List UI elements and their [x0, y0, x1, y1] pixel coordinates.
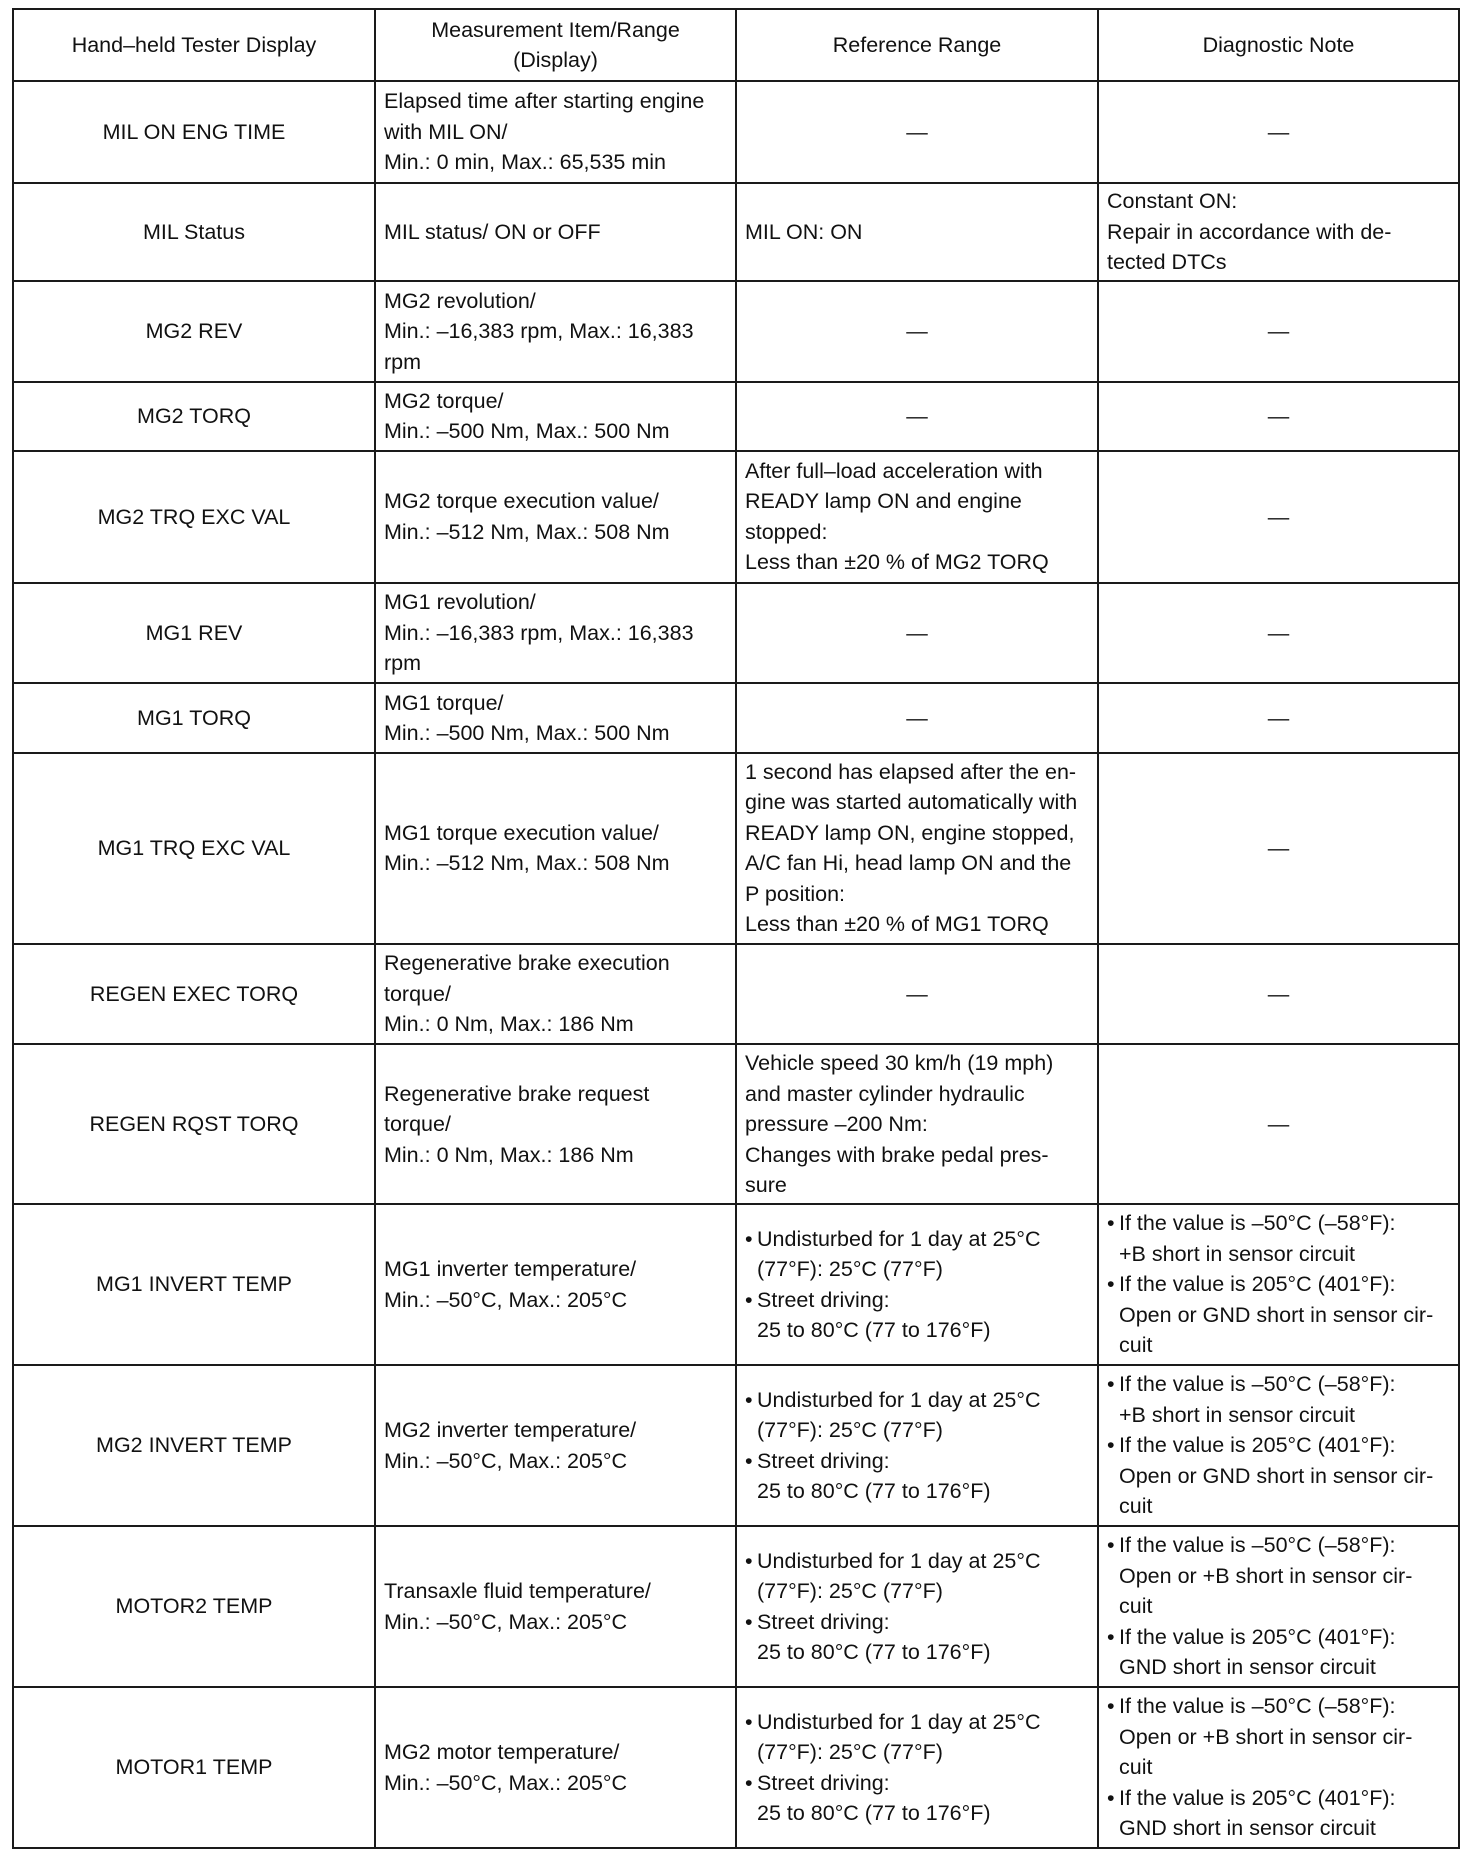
bullet-continuation: cuit [1119, 1333, 1153, 1358]
bullet-continuation: cuit [1119, 1594, 1153, 1619]
header-measurement-item [375, 9, 736, 81]
measurement-item-cell [375, 1044, 736, 1204]
measurement-text: Min.: 0 Nm, Max.: 186 Nm [384, 1142, 634, 1167]
tester-display-label: MG1 REV [145, 620, 243, 645]
table-row [13, 81, 1459, 183]
tester-display-cell [13, 1687, 375, 1848]
header-diagnostic-note [1098, 9, 1459, 81]
measurement-text: Min.: –500 Nm, Max.: 500 Nm [384, 419, 670, 444]
measurement-text: Elapsed time after starting engine [384, 89, 705, 114]
reference-range-cell [736, 451, 1098, 583]
data-list-table-container [12, 8, 1458, 1849]
measurement-text: Min.: 0 Nm, Max.: 186 Nm [384, 1012, 634, 1037]
measurement-item-cell [375, 281, 736, 382]
empty-dash: — [906, 981, 928, 1006]
tester-display-cell [13, 753, 375, 944]
reference-range-cell [736, 944, 1098, 1045]
empty-dash: — [1267, 620, 1290, 645]
bullet-continuation: +B short in sensor circuit [1119, 1241, 1355, 1266]
tester-display-label: MG2 INVERT TEMP [96, 1433, 292, 1458]
reference-range-cell [736, 1687, 1098, 1848]
tester-display-label: MG1 TORQ [137, 705, 251, 730]
measurement-item-cell [375, 1687, 736, 1848]
measurement-item-cell [375, 753, 736, 944]
table-row [13, 451, 1459, 583]
measurement-text: MG1 inverter temperature/ [384, 1257, 637, 1282]
measurement-text: MG2 torque execution value/ [384, 489, 659, 514]
header-line: Diagnostic Note [1202, 32, 1355, 57]
header-line: (Display) [513, 48, 598, 72]
empty-dash: — [1267, 836, 1290, 861]
table-row [13, 183, 1459, 282]
measurement-text: Min.: –50°C, Max.: 205°C [384, 1609, 628, 1634]
tester-display-label: MIL Status [143, 219, 245, 244]
tester-display-label: REGEN EXEC TORQ [89, 981, 299, 1006]
diagnostic-note-cell [1098, 1204, 1459, 1365]
reference-range-cell [736, 753, 1098, 944]
reference-range-cell [736, 1204, 1098, 1365]
measurement-text: Min.: –50°C, Max.: 205°C [384, 1770, 628, 1795]
measurement-text: Min.: –512 Nm, Max.: 508 Nm [384, 519, 670, 544]
empty-dash: — [1267, 981, 1290, 1006]
diagnostic-note-cell [1098, 1365, 1459, 1526]
measurement-text: Min.: –500 Nm, Max.: 500 Nm [384, 721, 670, 746]
bullet-item: • If the value is –50°C (–58°F): [1107, 1691, 1450, 1722]
bullet-continuation: +B short in sensor circuit [1119, 1402, 1355, 1427]
bullet-item: • If the value is 205°C (401°F): [1107, 1783, 1450, 1814]
table-row [13, 1044, 1459, 1204]
diagnostic-note-cell [1098, 451, 1459, 583]
reference-range-cell [736, 382, 1098, 451]
header-reference-range [736, 9, 1098, 81]
table-row [13, 944, 1459, 1045]
reference-range-text: MIL ON: ON [745, 219, 863, 244]
measurement-text: torque/ [384, 1112, 451, 1137]
header-row [13, 9, 1459, 81]
tester-display-cell [13, 583, 375, 684]
reference-range-text: After full–load acceleration with [745, 458, 1043, 483]
tester-display-cell [13, 382, 375, 451]
measurement-item-cell [375, 1365, 736, 1526]
empty-dash: — [906, 119, 928, 144]
bullet-item: • Street driving: [745, 1607, 1089, 1638]
diagnostic-note-text: Constant ON: [1107, 189, 1238, 214]
reference-range-cell [736, 1526, 1098, 1687]
header-tester-display [13, 9, 375, 81]
tester-display-label: MOTOR1 TEMP [115, 1755, 273, 1780]
reference-range-text: Less than ±20 % of MG2 TORQ [745, 550, 1049, 575]
table-row [13, 753, 1459, 944]
bullet-continuation: 25 to 80°C (77 to 176°F) [757, 1479, 991, 1504]
bullet-item: • Street driving: [745, 1768, 1089, 1799]
diagnostic-note-cell [1098, 753, 1459, 944]
bullet-continuation: 25 to 80°C (77 to 176°F) [757, 1801, 991, 1825]
tester-display-cell [13, 183, 375, 282]
reference-range-text: pressure –200 Nm: [745, 1112, 928, 1137]
diagnostic-note-cell [1098, 81, 1459, 183]
bullet-continuation: (77°F): 25°C (77°F) [757, 1257, 943, 1282]
table-row [13, 1526, 1459, 1687]
measurement-item-cell [375, 451, 736, 583]
diagnostic-note-cell [1098, 281, 1459, 382]
measurement-text: MG2 revolution/ [384, 288, 536, 313]
bullet-continuation: (77°F): 25°C (77°F) [757, 1579, 943, 1604]
bullet-item: • If the value is 205°C (401°F): [1107, 1269, 1450, 1300]
tester-display-cell [13, 451, 375, 583]
bullet-continuation: Open or GND short in sensor cir- [1119, 1302, 1434, 1327]
empty-dash: — [1267, 705, 1290, 730]
measurement-text: MG2 inverter temperature/ [384, 1418, 637, 1443]
bullet-item: • Undisturbed for 1 day at 25°C [745, 1224, 1089, 1255]
reference-range-cell [736, 183, 1098, 282]
diagnostic-note-cell [1098, 1044, 1459, 1204]
bullet-item: • If the value is –50°C (–58°F): [1107, 1369, 1450, 1400]
bullet-item: • Street driving: [745, 1446, 1089, 1477]
empty-dash: — [1267, 1112, 1290, 1137]
bullet-item: • If the value is 205°C (401°F): [1107, 1622, 1450, 1653]
bullet-continuation: (77°F): 25°C (77°F) [757, 1740, 943, 1764]
reference-range-text: 1 second has elapsed after the en- [745, 759, 1077, 784]
empty-dash: — [1267, 404, 1290, 429]
diagnostic-note-cell [1098, 1687, 1459, 1848]
data-list-table [12, 8, 1460, 1849]
diagnostic-note-cell [1098, 1526, 1459, 1687]
bullet-continuation: GND short in sensor circuit [1119, 1816, 1376, 1841]
bullet-continuation: GND short in sensor circuit [1119, 1655, 1376, 1680]
tester-display-cell [13, 683, 375, 752]
empty-dash: — [1267, 504, 1290, 529]
tester-display-cell [13, 1044, 375, 1204]
reference-range-text: Vehicle speed 30 km/h (19 mph) [745, 1051, 1054, 1076]
table-body [13, 81, 1459, 1848]
measurement-item-cell [375, 1526, 736, 1687]
reference-range-cell [736, 683, 1098, 752]
measurement-text: Min.: –16,383 rpm, Max.: 16,383 [384, 319, 694, 344]
measurement-item-cell [375, 183, 736, 282]
bullet-item: • Undisturbed for 1 day at 25°C [745, 1546, 1089, 1577]
measurement-text: Regenerative brake request [384, 1081, 650, 1106]
table-row [13, 382, 1459, 451]
measurement-text: Transaxle fluid temperature/ [384, 1579, 651, 1604]
empty-dash: — [906, 404, 928, 429]
bullet-item: • If the value is –50°C (–58°F): [1107, 1208, 1450, 1239]
header-line: Reference Range [832, 32, 1002, 57]
tester-display-label: REGEN RQST TORQ [89, 1112, 299, 1137]
measurement-item-cell [375, 583, 736, 684]
reference-range-text: P position: [745, 881, 846, 906]
tester-display-cell [13, 81, 375, 183]
diagnostic-note-cell [1098, 683, 1459, 752]
measurement-item-cell [375, 944, 736, 1045]
bullet-continuation: (77°F): 25°C (77°F) [757, 1418, 943, 1443]
measurement-text: MG2 motor temperature/ [384, 1740, 620, 1764]
diagnostic-note-cell [1098, 382, 1459, 451]
table-row [13, 583, 1459, 684]
table-row [13, 1204, 1459, 1365]
measurement-text: MIL status/ ON or OFF [384, 219, 601, 244]
reference-range-cell [736, 1365, 1098, 1526]
measurement-item-cell [375, 382, 736, 451]
header-line: Measurement Item/Range [431, 17, 680, 42]
reference-range-text: gine was started automatically with [745, 790, 1078, 815]
bullet-continuation: Open or +B short in sensor cir- [1119, 1724, 1413, 1749]
measurement-item-cell [375, 81, 736, 183]
tester-display-label: MOTOR2 TEMP [115, 1594, 273, 1619]
bullet-continuation: 25 to 80°C (77 to 176°F) [757, 1318, 991, 1343]
table-row [13, 683, 1459, 752]
tester-display-label: MIL ON ENG TIME [102, 119, 286, 144]
reference-range-text: A/C fan Hi, head lamp ON and the [745, 851, 1072, 876]
table-row [13, 281, 1459, 382]
tester-display-label: MG2 TORQ [137, 404, 251, 429]
diagnostic-note-text: Repair in accordance with de- [1107, 219, 1392, 244]
diagnostic-note-cell [1098, 944, 1459, 1045]
measurement-text: Regenerative brake execution [384, 951, 670, 976]
diagnostic-note-text: tected DTCs [1107, 250, 1227, 275]
diagnostic-note-cell [1098, 583, 1459, 684]
measurement-item-cell [375, 683, 736, 752]
table-row [13, 1365, 1459, 1526]
empty-dash: — [1267, 319, 1290, 344]
bullet-continuation: 25 to 80°C (77 to 176°F) [757, 1640, 991, 1665]
tester-display-label: MG1 INVERT TEMP [96, 1272, 292, 1297]
diagnostic-note-cell [1098, 183, 1459, 282]
measurement-text: Min.: –50°C, Max.: 205°C [384, 1287, 628, 1312]
measurement-text: Min.: –50°C, Max.: 205°C [384, 1448, 628, 1473]
measurement-text: torque/ [384, 981, 451, 1006]
measurement-text: Min.: –16,383 rpm, Max.: 16,383 [384, 620, 694, 645]
tester-display-cell [13, 1526, 375, 1687]
empty-dash: — [906, 319, 928, 344]
bullet-item: • Street driving: [745, 1285, 1089, 1316]
measurement-text: with MIL ON/ [384, 119, 508, 144]
tester-display-cell [13, 944, 375, 1045]
reference-range-text: stopped: [745, 519, 828, 544]
bullet-continuation: Open or +B short in sensor cir- [1119, 1563, 1413, 1588]
measurement-text: Min.: –512 Nm, Max.: 508 Nm [384, 851, 670, 876]
bullet-continuation: cuit [1119, 1755, 1153, 1780]
tester-display-label: MG2 TRQ EXC VAL [97, 504, 291, 529]
table-row [13, 1687, 1459, 1848]
reference-range-text: sure [745, 1173, 787, 1198]
measurement-text: MG1 torque/ [384, 690, 504, 715]
empty-dash: — [906, 705, 928, 730]
reference-range-text: READY lamp ON and engine [745, 489, 1022, 514]
bullet-item: • If the value is 205°C (401°F): [1107, 1430, 1450, 1461]
measurement-text: MG1 revolution/ [384, 590, 536, 615]
bullet-continuation: Open or GND short in sensor cir- [1119, 1463, 1434, 1488]
reference-range-text: and master cylinder hydraulic [745, 1081, 1025, 1106]
measurement-text: MG2 torque/ [384, 388, 504, 413]
empty-dash: — [1267, 119, 1290, 144]
empty-dash: — [906, 620, 928, 645]
measurement-text: rpm [384, 651, 422, 676]
reference-range-cell [736, 281, 1098, 382]
measurement-text: MG1 torque execution value/ [384, 820, 659, 845]
tester-display-cell [13, 1365, 375, 1526]
reference-range-cell [736, 583, 1098, 684]
reference-range-text: Changes with brake pedal pres- [745, 1142, 1049, 1167]
bullet-item: • Undisturbed for 1 day at 25°C [745, 1707, 1089, 1738]
tester-display-label: MG2 REV [145, 319, 243, 344]
tester-display-cell [13, 1204, 375, 1365]
reference-range-cell [736, 1044, 1098, 1204]
reference-range-text: Less than ±20 % of MG1 TORQ [745, 912, 1049, 937]
measurement-text: Min.: 0 min, Max.: 65,535 min [384, 150, 666, 175]
bullet-continuation: cuit [1119, 1494, 1153, 1519]
reference-range-text: READY lamp ON, engine stopped, [745, 820, 1075, 845]
bullet-item: • Undisturbed for 1 day at 25°C [745, 1385, 1089, 1416]
tester-display-label: MG1 TRQ EXC VAL [97, 836, 291, 861]
tester-display-cell [13, 281, 375, 382]
measurement-item-cell [375, 1204, 736, 1365]
bullet-item: • If the value is –50°C (–58°F): [1107, 1530, 1450, 1561]
header-line: Hand–held Tester Display [71, 32, 317, 57]
reference-range-cell [736, 81, 1098, 183]
measurement-text: rpm [384, 349, 422, 374]
